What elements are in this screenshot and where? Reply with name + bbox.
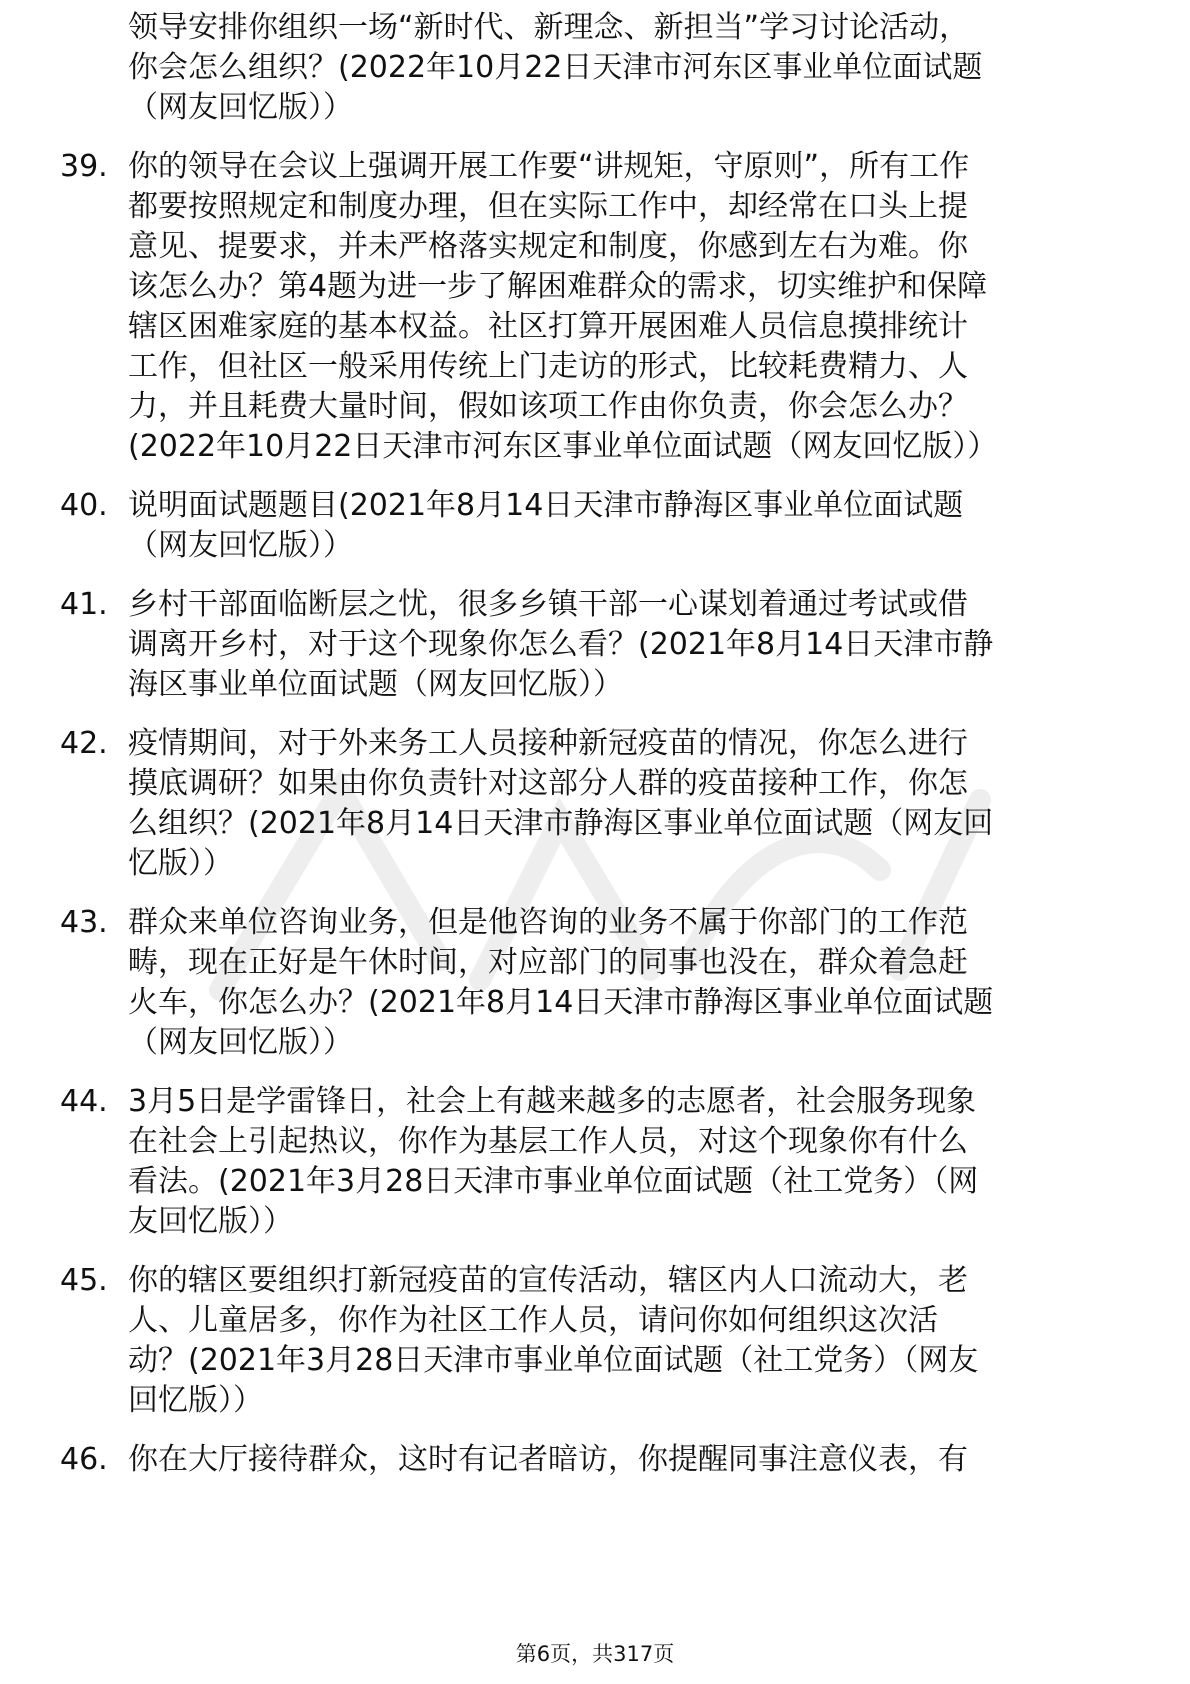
list-item: [60, 486, 1135, 566]
text-line: 领导安排你组织一场“新时代、新理念、新担当”学习讨论活动，: [128, 10, 970, 45]
text-line: 该怎么办？第4题为进一步了解困难群众的需求，切实维护和保障: [128, 269, 988, 304]
list-item: [60, 8, 1135, 128]
text-line: 友回忆版））: [128, 1204, 293, 1239]
text-line: (2022年10月22日天津市河东区事业单位面试题（网友回忆版））: [128, 429, 998, 464]
page-footer: 第6页，共317页: [515, 1642, 675, 1666]
text-line: 3月5日是学雷锋日，社会上有越来越多的志愿者，社会服务现象: [128, 1084, 977, 1119]
text-line: 火车，你怎么办？(2021年8月14日天津市静海区事业单位面试题: [128, 985, 994, 1020]
text-line: 摸底调研？如果由你负责针对这部分人群的疫苗接种工作，你怎: [128, 766, 968, 801]
text-line: 回忆版））: [128, 1383, 263, 1418]
item-text: [128, 585, 1135, 705]
item-number: 43.: [60, 905, 108, 940]
text-line: 忆版））: [128, 846, 233, 881]
text-line: （网友回忆版））: [128, 1025, 353, 1060]
text-line: 畴，现在正好是午休时间，对应部门的同事也没在，群众着急赶: [128, 945, 968, 980]
item-text: [128, 903, 1135, 1063]
list-item: [60, 1261, 1135, 1421]
item-text: [128, 147, 1135, 467]
text-line: 你的领导在会议上强调开展工作要“讲规矩，守原则”，所有工作: [128, 149, 970, 184]
list-item: [60, 1440, 1135, 1480]
list-item: [60, 585, 1135, 705]
text-line: 调离开乡村，对于这个现象你怎么看？(2021年8月14日天津市静: [128, 627, 994, 662]
list-item: [60, 1082, 1135, 1242]
item-text: [128, 724, 1135, 884]
text-line: 意见、提要求，并未严格落实规定和制度，你感到左右为难。你: [128, 229, 968, 264]
text-line: 你的辖区要组织打新冠疫苗的宣传活动，辖区内人口流动大，老: [128, 1263, 968, 1298]
item-text: [128, 8, 1135, 128]
item-number: 45.: [60, 1263, 108, 1298]
item-number: 39.: [60, 149, 108, 184]
text-line: （网友回忆版））: [128, 90, 353, 125]
item-number: 42.: [60, 726, 108, 761]
text-line: 你在大厅接待群众，这时有记者暗访，你提醒同事注意仪表，有: [128, 1442, 968, 1477]
text-line: 都要按照规定和制度办理，但在实际工作中，却经常在口头上提: [128, 189, 968, 224]
text-line: 乡村干部面临断层之忧，很多乡镇干部一心谋划着通过考试或借: [128, 587, 968, 622]
text-line: 你会怎么组织？(2022年10月22日天津市河东区事业单位面试题: [128, 50, 983, 85]
text-line: （网友回忆版））: [128, 528, 353, 563]
text-line: 群众来单位咨询业务，但是他咨询的业务不属于你部门的工作范: [128, 905, 968, 940]
text-line: 海区事业单位面试题（网友回忆版））: [128, 667, 623, 702]
text-line: 看法。(2021年3月28日天津市事业单位面试题（社工党务）（网: [128, 1164, 979, 1199]
text-line: 疫情期间，对于外来务工人员接种新冠疫苗的情况，你怎么进行: [128, 726, 968, 761]
item-text: [128, 1440, 1135, 1480]
item-text: [128, 486, 1135, 566]
item-text: [128, 1082, 1135, 1242]
text-line: 力，并且耗费大量时间，假如该项工作由你负责，你会怎么办？: [128, 389, 968, 424]
list-item: [60, 903, 1135, 1063]
list-item: [60, 147, 1135, 467]
text-line: 说明面试题题目(2021年8月14日天津市静海区事业单位面试题: [128, 488, 964, 523]
item-number: 46.: [60, 1442, 108, 1477]
item-text: [128, 1261, 1135, 1421]
item-number: 41.: [60, 587, 108, 622]
item-number: 40.: [60, 488, 108, 523]
text-line: 人、儿童居多，你作为社区工作人员，请问你如何组织这次活: [128, 1303, 938, 1338]
item-number: 44.: [60, 1084, 108, 1119]
text-line: 辖区困难家庭的基本权益。社区打算开展困难人员信息摸排统计: [128, 309, 968, 344]
text-line: 工作，但社区一般采用传统上门走访的形式，比较耗费精力、人: [128, 349, 968, 384]
list-item: [60, 724, 1135, 884]
text-line: 在社会上引起热议，你作为基层工作人员，对这个现象你有什么: [128, 1124, 968, 1159]
text-line: 么组织？(2021年8月14日天津市静海区事业单位面试题（网友回: [128, 806, 994, 841]
text-line: 动？(2021年3月28日天津市事业单位面试题（社工党务）（网友: [128, 1343, 979, 1378]
question-list: [60, 8, 1135, 1499]
